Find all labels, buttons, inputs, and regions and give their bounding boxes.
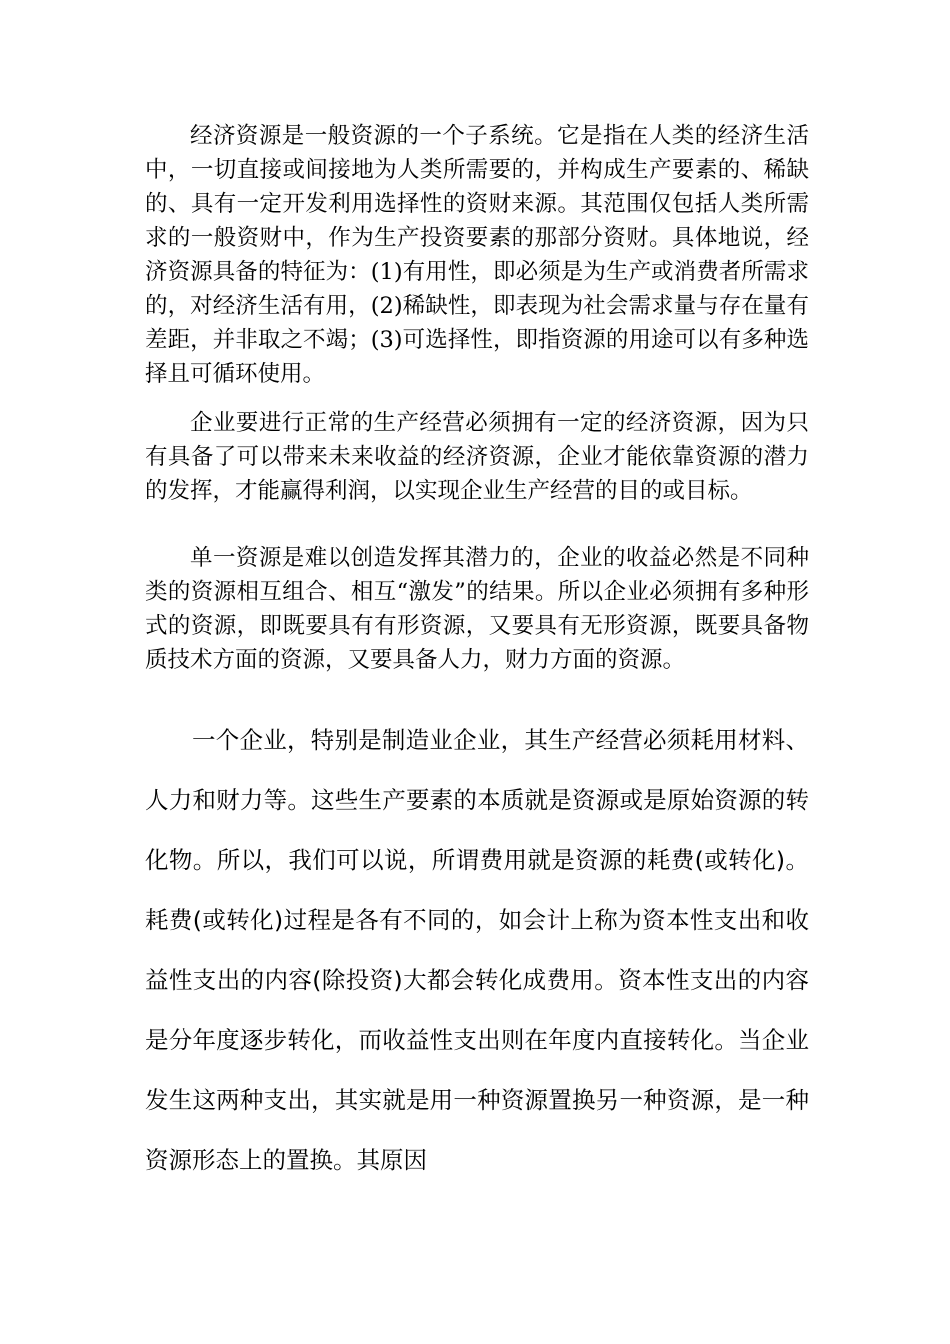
paragraph-enterprise-resources: 企业要进行正常的生产经营必须拥有一定的经济资源，因为只有具备了可以带来未来收益的经济资源，企业才能依靠资源的潜力的发挥，才能赢得利润，以实现企业生产经营的目的或目标。	[145, 410, 809, 504]
paragraph-economic-resources-definition: 经济资源是一般资源的一个子系统。它是指在人类的经济生活中，一切直接或间接地为人类所需要的，并构成生产要素的、稀缺的、具有一定开发利用选择性的资财来源。其范围仅包括人类所需求的一般资财中，作为生产投资要素的那部分资财。具体地说，经济资源具备的特征为：(1)有用性，即必须是为生产或消费者所需求的，对经济生活有用，(2)稀缺性，即表现为社会需求量与存在量有差距，并非取之不竭；(3)可选择性，即指资源的用途可以有多种选择且可循环使用。	[145, 123, 809, 387]
paragraph-resource-combination: 单一资源是难以创造发挥其潜力的，企业的收益必然是不同种类的资源相互组合、相互“激发”的结果。所以企业必须拥有多种形式的资源，即既要具有有形资源，又要具有无形资源，既要具备物质技术方面的资源，又要具备人力，财力方面的资源。	[145, 545, 809, 673]
paragraph-cost-as-resource-consumption: 一个企业，特别是制造业企业，其生产经营必须耗用材料、人力和财力等。这些生产要素的本质就是资源或是原始资源的转化物。所以，我们可以说，所谓费用就是资源的耗费(或转化)。耗费(或转化)过程是各有不同的，如会计上称为资本性支出和收益性支出的内容(除投资)大都会转化成费用。资本性支出的内容是分年度逐步转化，而收益性支出则在年度内直接转化。当企业发生这两种支出，其实就是用一种资源置换另一种资源，是一种资源形态上的置换。其原因	[145, 726, 809, 1174]
